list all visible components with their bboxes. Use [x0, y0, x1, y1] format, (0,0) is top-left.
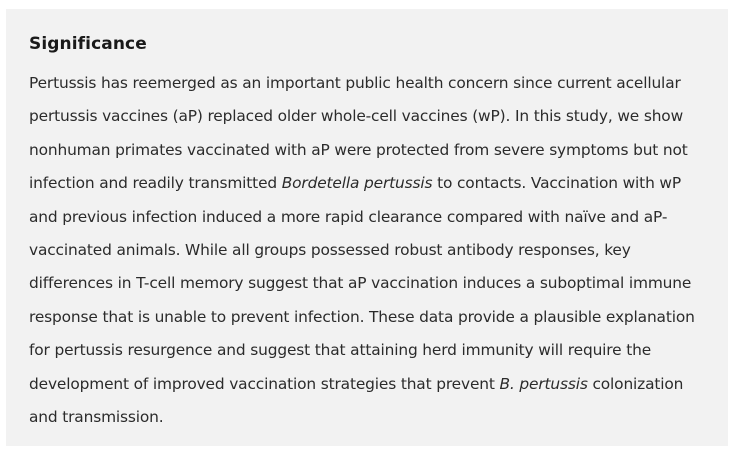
significance-box	[6, 9, 728, 446]
paragraph-text-3: colonization and transmission.	[29, 374, 684, 427]
species-name-italic: Bordetella pertussis	[281, 174, 433, 193]
paragraph-text-1: Pertussis has reemerged as an important public health concern since current acellular pertussis vaccines (aP) replaced older whole-cell vaccines (wP). In this study, we show nonhuman primates vaccinated with aP were protected from severe symptoms but not infection and readily transmitted	[29, 74, 688, 193]
section-heading: Significance	[29, 34, 147, 54]
paragraph-text-2: to contacts. Vaccination with wP and previous infection induced a more rapid clearance compared with naïve and aP-vaccinated animals. While all groups possessed robust antibody responses, key differences in T-cell memory suggest that aP vaccination induces a suboptimal immune response that is unable to prevent infection. These data provide a plausible explanation for pertussis resurgence and suggest that attaining herd immunity will require the development of improved vaccination strategies that prevent	[29, 174, 695, 393]
significance-paragraph	[29, 67, 706, 434]
species-abbrev-italic: B. pertussis	[499, 374, 588, 393]
